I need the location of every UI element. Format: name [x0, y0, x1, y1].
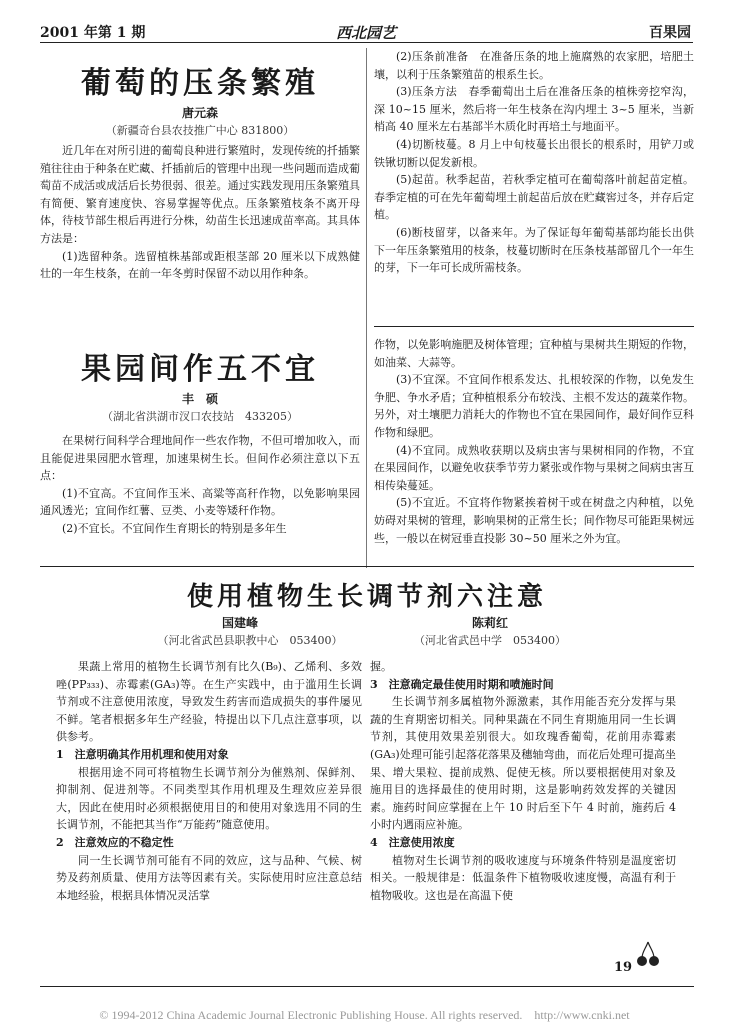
article2-para: (1)不宜高。不宜间作玉米、高粱等高秆作物，以免影响果园通风透光；宜间作红薯、豆类、小麦等矮秆作物。 — [40, 486, 360, 518]
article2-para-cont: 作物，以免影响施肥及树体管理；宜种植与果树共生期短的作物，如油菜、大蒜等。 — [374, 338, 694, 369]
article2-author: 丰 硕 — [181, 392, 218, 406]
article3-para: 植物对生长调节剂的吸收速度与环境条件特别是温度密切相关。一般规律是：低温条件下植物吸收速度慢，高温有利于植物吸收。这也是在高温下使 — [370, 853, 676, 902]
article1-para: (5)起苗。秋季起苗，若秋季定植可在葡萄落叶前起苗定植。春季定植的可在先年葡萄埋土前起苗后放在贮藏窖过冬，并存后定植。 — [374, 173, 694, 222]
article1-body-left — [40, 142, 360, 283]
article1-body-right — [374, 48, 694, 277]
article2-intro: 在果树行间科学合理地间作一些农作物，不但可增加收入，而且能促进果园肥水管理，加速果树生长。但间作必须注意以下五点： — [40, 434, 360, 483]
article1-para: (6)断枝留芽，以备来年。为了保证每年葡萄基部均能长出供下一年压条繁殖用的枝条，枝蔓切断时在压条枝基部留几个一年生的芽，下一年可长成所需枝条。 — [374, 225, 694, 275]
cherry-icon — [636, 940, 660, 968]
journal-name: 西北园艺 — [336, 24, 397, 42]
article3-author-right: 陈莉红 — [471, 616, 508, 630]
article1-para: (1)选留种条。选留植株基部或距根茎部 20 厘米以下成熟健壮的一年生枝条，在前一年冬剪时保留不动以用作种条。 — [40, 249, 360, 281]
header-rule — [40, 42, 693, 43]
page-number: 19 — [614, 960, 633, 975]
article3-section-heading: 2 注意效应的不稳定性 — [56, 835, 174, 849]
article3-para: 根据用途不同可将植物生长调节剂分为催熟剂、保鲜剂、抑制剂、促进剂等。不同类型其作用机理及生理效应差异很大，因此在使用时必须根据使用目的和使用对象选用不同的生长调节剂，不能把其当作“万能药”随意使用。 — [56, 765, 362, 832]
article3-affiliation-left: （河北省武邑县职教中心 053400） — [157, 634, 343, 647]
article2-title: 果园间作五不宜 — [81, 352, 319, 387]
article3-title: 使用植物生长调节剂六注意 — [186, 582, 547, 612]
article2-para: (4)不宜同。成熟收获期以及病虫害与果树相同的作物，不宜在果园间作，以避免收获季节劳力紧张或作物与果树之间病虫害互相传染蔓延。 — [374, 443, 694, 492]
article2-body-right — [374, 336, 694, 547]
column-name: 百果园 — [649, 25, 691, 41]
article3-section-heading: 4 注意使用浓度 — [370, 835, 455, 849]
article3-author-left: 国建峰 — [221, 616, 258, 630]
article3-body-right — [370, 658, 676, 904]
article1-author: 唐元森 — [181, 106, 218, 120]
article3-affiliation-right: （河北省武邑中学 053400） — [414, 634, 566, 647]
article3-para: 生长调节剂多属植物外源激素，其作用能否充分发挥与果蔬的生育期密切相关。同种果蔬在不同生育期施用同一生长调节剂，其使用效果差别很大。如玫瑰香葡萄，花前用赤霉素(GA₃)处理可能引起落花落果及穗轴弯曲，而花后处理可提高坐果、增大果粒、提前成熟、促使无核。所以要根据使用对象及施用目的选择最佳的使用时期，这是影响药效发挥的关键因素。施药时间应掌握在上午 10 时后至下午 4 时前，施药后 4 小时内遇雨应补施。 — [370, 695, 676, 832]
article1-para: (3)压条方法 春季葡萄出土后在准备压条的植株旁挖窄沟，深 10~15 厘米，然后将一年生枝条在沟内埋土 3~5 厘米，当新梢高 40 厘米左右基部半木质化时再培土与地面平。 — [374, 85, 694, 134]
article3-para-cont: 握。 — [370, 660, 392, 673]
article1-title: 葡萄的压条繁殖 — [81, 66, 319, 101]
article2-para: (3)不宜深。不宜间作根系发达、扎根较深的作物，以免发生争肥、争水矛盾；宜种植根系分布较浅、主根不发达的蔬菜作物。另外，对土壤肥力消耗大的作物也不宜在果园间作，最好间作豆科作物和绿肥。 — [374, 373, 694, 439]
copyright-footer: © 1994-2012 China Academic Journal Electronic Publishing House. All rights reserved. http://www.cnki.net — [99, 1008, 630, 1022]
article3-intro: 果蔬上常用的植物生长调节剂有比久(B₉)、乙烯利、多效唑(PP₃₃₃)、赤霉素(GA₃)等。在生产实践中，由于滥用生长调节剂或不注意使用浓度，导致发生药害而造成损失的事件屡见不鲜。笔者根据多年生产经验，特提出以下几点注意事项，以供参考。 — [56, 660, 362, 744]
article3-section-heading: 3 注意确定最佳使用时期和喷施时间 — [370, 677, 554, 691]
article1-para: (4)切断枝蔓。8 月上中旬枝蔓长出很长的根系时，用铲刀或铁锹切断以促发新根。 — [374, 137, 694, 169]
article2-para: (5)不宜近。不宜将作物紧挨着树干或在树盘之内种植，以免妨碍对果树的管理，影响果树的正常生长；间作物尽可能距果树远些，一般以在树冠垂直投影 30~50 厘米之外为宜。 — [374, 496, 694, 545]
article3-para: 同一生长调节剂可能有不同的效应，这与品种、气候、树势及药剂质量、使用方法等因素有关。实际使用时应注意总结本地经验，根据具体情况灵活掌 — [56, 853, 362, 902]
article1-intro: 近几年在对所引进的葡萄良种进行繁殖时，发现传统的扦插繁殖往往由于种条在贮藏、扦插前后的管理中出现一些问题而造成葡萄苗不成活或成活后长势很弱、很差。通过实践发现用压条繁殖具有简便、繁育速度快、容易掌握等优点。压条繁殖枝条不离开母体，待枝节部生根后再进行分株，幼苗生长迅速成苗率高。其具体方法是： — [40, 144, 360, 245]
article2-affiliation: （湖北省洪湖市汊口农技站 433205） — [102, 410, 298, 423]
bottom-rule — [40, 986, 694, 987]
article1-affiliation: （新疆奇台县农技推广中心 831800） — [105, 124, 295, 137]
article3-section-heading: 1 注意明确其作用机理和使用对象 — [56, 747, 229, 761]
column-divider — [366, 48, 367, 568]
article2-body-left — [40, 432, 360, 538]
article1-para: (2)压条前准备 在准备压条的地上施腐熟的农家肥，培肥土壤，以利于压条繁殖苗的根系生长。 — [374, 50, 694, 81]
article-separator — [40, 566, 694, 567]
article3-body-left — [56, 658, 362, 904]
issue-label: 2001 年第 1 期 — [40, 25, 146, 41]
article2-para: (2)不宜长。不宜间作生育期长的特别是多年生 — [62, 521, 287, 535]
article-separator — [374, 326, 694, 327]
